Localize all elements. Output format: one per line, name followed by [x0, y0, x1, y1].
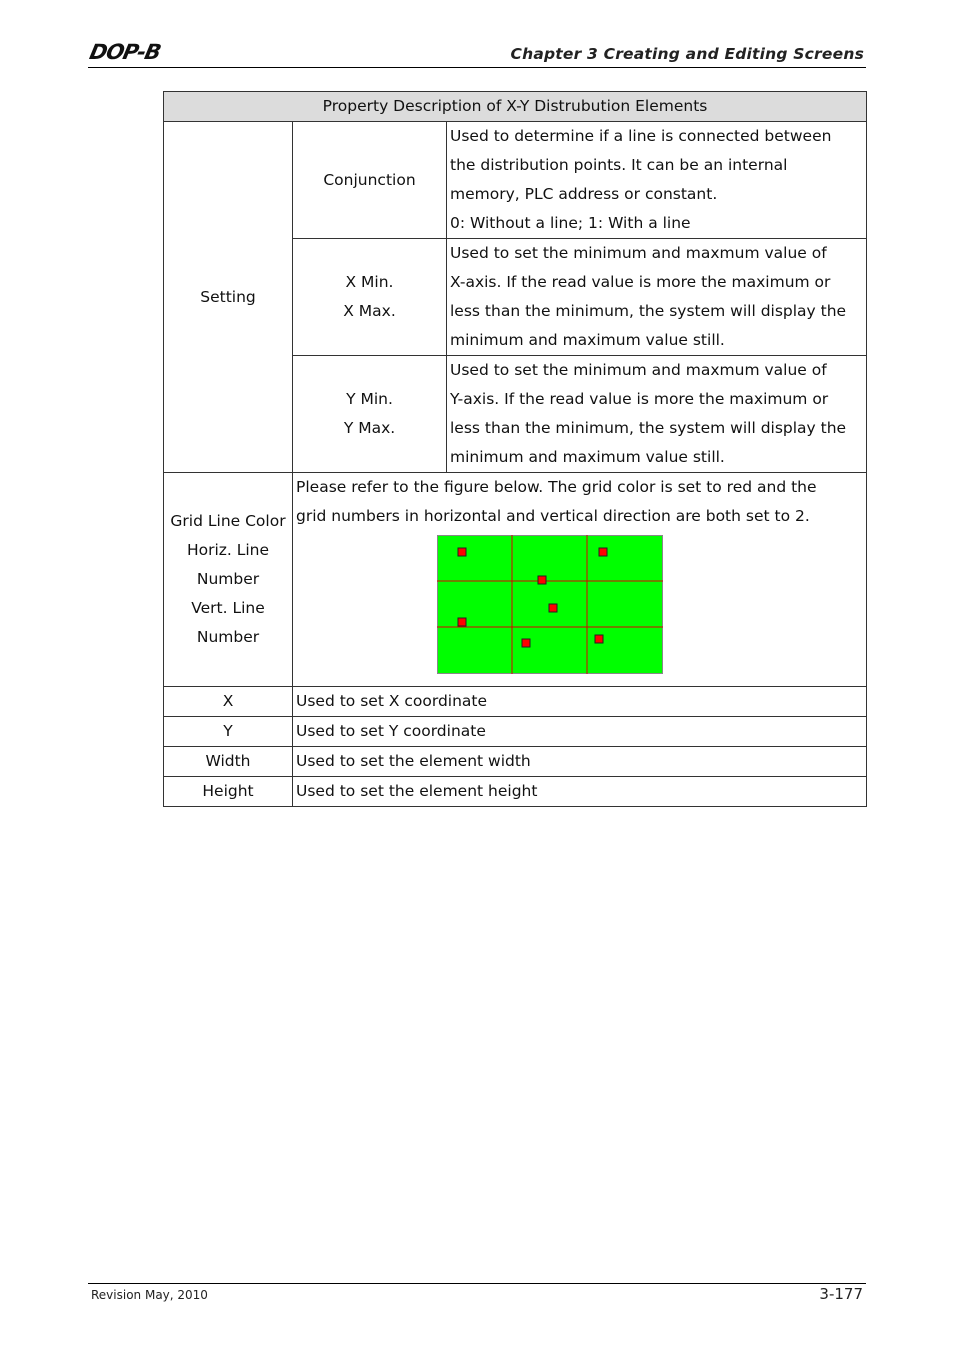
label-line: Y Max. — [343, 419, 396, 437]
distribution-point — [595, 635, 603, 643]
desc-line: minimum and maximum value still. — [450, 331, 725, 349]
desc-line: minimum and maximum value still. — [450, 448, 725, 466]
desc-line: memory, PLC address or constant. — [450, 185, 718, 203]
table-row — [164, 747, 867, 777]
xminmax-label — [293, 239, 447, 356]
footer-divider — [88, 1283, 866, 1284]
desc-line: X-axis. If the read value is more the maximum or — [450, 273, 831, 291]
grid-description — [293, 473, 867, 687]
row-desc-y: Used to set Y coordinate — [293, 717, 867, 747]
distribution-point — [538, 576, 546, 584]
grid-label — [164, 473, 293, 687]
table-title: Property Description of X-Y Distrubution Elements — [164, 92, 867, 122]
product-logo: DOP-B — [87, 40, 163, 64]
label-line: X Min. — [345, 273, 394, 291]
row-label-y: Y — [164, 717, 293, 747]
row-desc-x: Used to set X coordinate — [293, 687, 867, 717]
desc-line: 0: Without a line; 1: With a line — [450, 214, 691, 232]
desc-line: Y-axis. If the read value is more the maximum or — [450, 390, 829, 408]
table-title-row — [164, 92, 867, 122]
xy-distribution-figure — [437, 535, 663, 674]
label-line: X Max. — [343, 302, 396, 320]
desc-line: Used to set the minimum and maxmum value of — [450, 244, 827, 262]
xminmax-description — [447, 239, 867, 356]
row-label-x: X — [164, 687, 293, 717]
label-line: Number — [196, 570, 260, 588]
property-table — [163, 91, 867, 807]
label-line: Grid Line Color — [170, 512, 286, 530]
desc-line: grid numbers in horizontal and vertical direction are both set to 2. — [296, 507, 810, 525]
revision-text: Revision May, 2010 — [91, 1288, 208, 1302]
label-line: Y Min. — [346, 390, 393, 408]
desc-line: Used to determine if a line is connected between — [450, 127, 832, 145]
distribution-point — [458, 618, 466, 626]
conjunction-label: Conjunction — [293, 122, 447, 239]
distribution-point — [458, 548, 466, 556]
desc-line: less than the minimum, the system will display the — [450, 419, 847, 437]
row-desc-height: Used to set the element height — [293, 777, 867, 807]
setting-label: Setting — [164, 122, 293, 473]
label-line: Vert. Line — [191, 599, 265, 617]
desc-line: Please refer to the figure below. The grid color is set to red and the — [296, 478, 817, 496]
header-divider — [88, 67, 866, 68]
page-number: 3-177 — [819, 1285, 863, 1303]
yminmax-label — [293, 356, 447, 473]
label-line: Number — [196, 628, 260, 646]
table-row — [164, 777, 867, 807]
conjunction-description — [447, 122, 867, 239]
row-desc-width: Used to set the element width — [293, 747, 867, 777]
row-label-height: Height — [164, 777, 293, 807]
desc-line: Used to set the minimum and maxmum value of — [450, 361, 827, 379]
table-row — [164, 687, 867, 717]
yminmax-description — [447, 356, 867, 473]
distribution-point — [522, 639, 530, 647]
row-label-width: Width — [164, 747, 293, 777]
table-row — [164, 717, 867, 747]
chapter-title: Chapter 3 Creating and Editing Screens — [510, 45, 864, 63]
distribution-point — [599, 548, 607, 556]
desc-line: less than the minimum, the system will display the — [450, 302, 847, 320]
figure-container — [296, 531, 863, 686]
table-row — [164, 122, 867, 239]
desc-line: the distribution points. It can be an internal — [450, 156, 788, 174]
distribution-point — [549, 604, 557, 612]
label-line: Horiz. Line — [186, 541, 270, 559]
table-row — [164, 473, 867, 687]
